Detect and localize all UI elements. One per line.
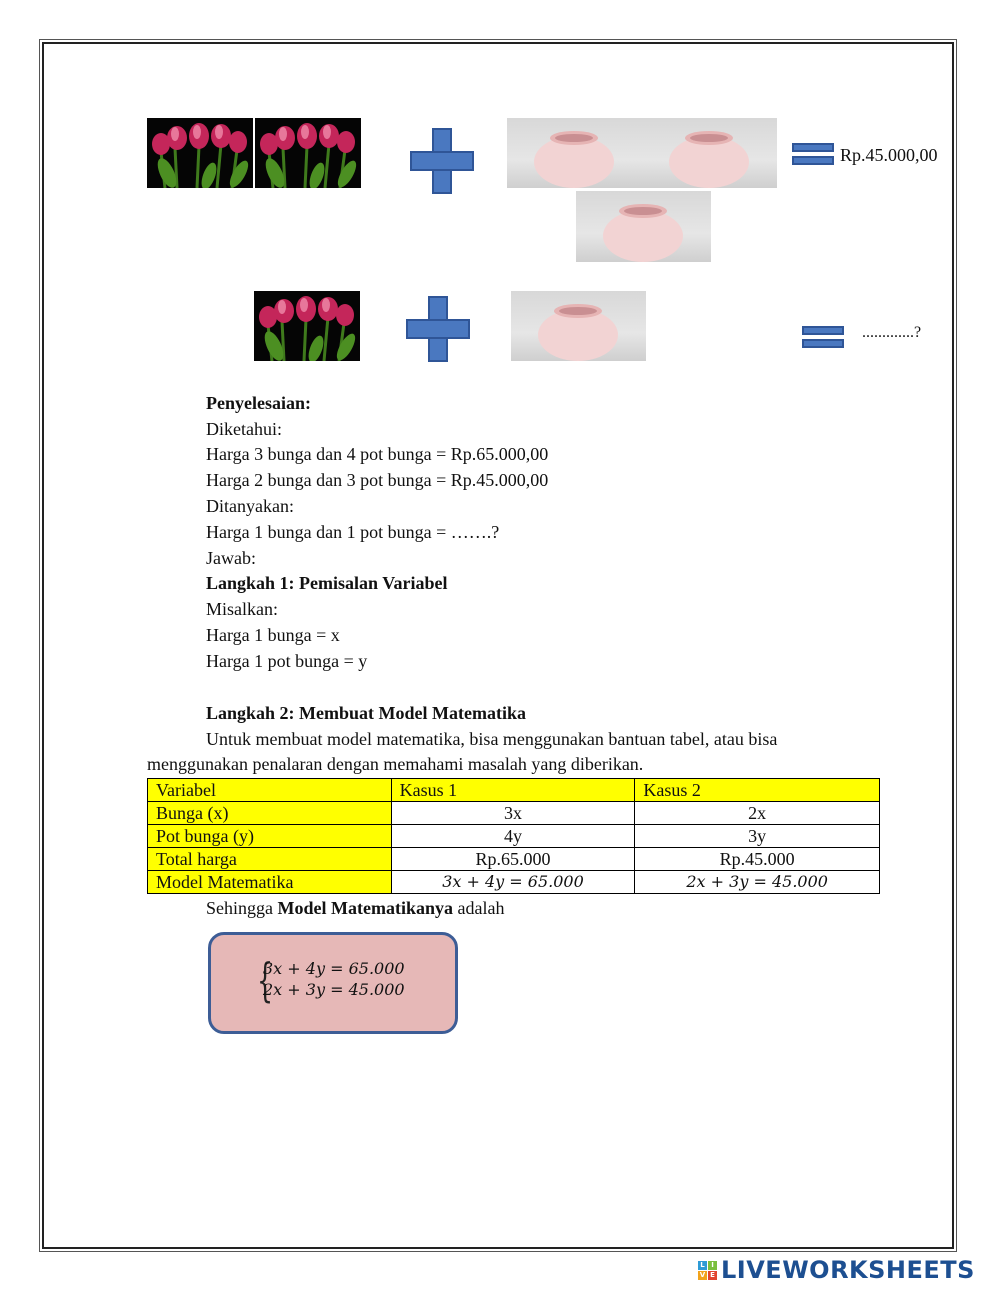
table-cell: Rp.65.000: [391, 848, 635, 871]
model-equation-2: 2x + 3y = 45.000: [263, 980, 405, 999]
table-cell: 2x: [635, 802, 880, 825]
step1-var-x: Harga 1 bunga = x: [206, 625, 340, 645]
equation-2-result: .............?: [862, 324, 922, 341]
model-equation-1: 3x + 4y = 65.000: [263, 959, 405, 978]
step1-intro: Misalkan:: [206, 599, 278, 619]
tulip-image: [147, 118, 253, 188]
vase-image: [642, 118, 777, 188]
table-row: [148, 802, 880, 825]
vase-image: [507, 118, 642, 188]
brace-symbol: {: [257, 953, 274, 1007]
vase-image: [576, 191, 711, 262]
table-header: Variabel: [148, 779, 392, 802]
step2-title: Langkah 2: Membuat Model Matematika: [206, 703, 526, 723]
table-header: Kasus 2: [635, 779, 880, 802]
table-row: [148, 825, 880, 848]
table-header: Kasus 1: [391, 779, 635, 802]
table-header-row: [148, 779, 880, 802]
page-frame-inner: [42, 42, 954, 1249]
plus-icon: [406, 296, 470, 362]
table-cell: Model Matematika: [148, 871, 392, 894]
table-cell: Total harga: [148, 848, 392, 871]
known-line-2: Harga 2 bunga dan 3 pot bunga = Rp.45.000,00: [206, 470, 549, 490]
table-row: [148, 848, 880, 871]
table-row: [148, 871, 880, 894]
solution-heading: Penyelesaian:: [206, 393, 311, 413]
asked-line: Harga 1 bunga dan 1 pot bunga = …….?: [206, 522, 500, 542]
liveworksheets-logo: [698, 1256, 975, 1284]
known-label: Diketahui:: [206, 419, 282, 439]
equals-icon: [792, 143, 834, 167]
conclusion-suffix: adalah: [452, 898, 505, 918]
tulip-image: [255, 118, 361, 188]
plus-icon: [410, 128, 474, 194]
step1-title: Langkah 1: Pemisalan Variabel: [206, 573, 448, 593]
logo-text: LIVEWORKSHEETS: [721, 1256, 975, 1284]
table-cell: Pot bunga (y): [148, 825, 392, 848]
step1-var-y: Harga 1 pot bunga = y: [206, 651, 368, 671]
equation-1-result: Rp.45.000,00: [840, 145, 938, 165]
table-cell: 3y: [635, 825, 880, 848]
conclusion-prefix: Sehingga: [206, 898, 278, 918]
step2-paragraph-line-1: Untuk membuat model matematika, bisa menggunakan bantuan tabel, atau bisa: [206, 729, 778, 749]
vase-image: [511, 291, 646, 361]
asked-label: Ditanyakan:: [206, 496, 294, 516]
equals-icon: [802, 326, 844, 350]
tulip-image: [254, 291, 360, 361]
model-table: [147, 778, 880, 894]
table-cell: 3x + 4y = 65.000: [391, 871, 635, 894]
logo-icon: L I V E: [698, 1261, 717, 1280]
table-cell: Bunga (x): [148, 802, 392, 825]
conclusion-sentence: [206, 898, 504, 919]
conclusion-bold: Model Matematikanya: [277, 898, 453, 918]
model-box: [208, 932, 458, 1034]
answer-label: Jawab:: [206, 548, 256, 568]
table-cell: Rp.45.000: [635, 848, 880, 871]
table-cell: 2x + 3y = 45.000: [635, 871, 880, 894]
known-line-1: Harga 3 bunga dan 4 pot bunga = Rp.65.000,00: [206, 444, 549, 464]
table-cell: 3x: [391, 802, 635, 825]
table-cell: 4y: [391, 825, 635, 848]
step2-paragraph-line-2: menggunakan penalaran dengan memahami masalah yang diberikan.: [147, 754, 644, 774]
